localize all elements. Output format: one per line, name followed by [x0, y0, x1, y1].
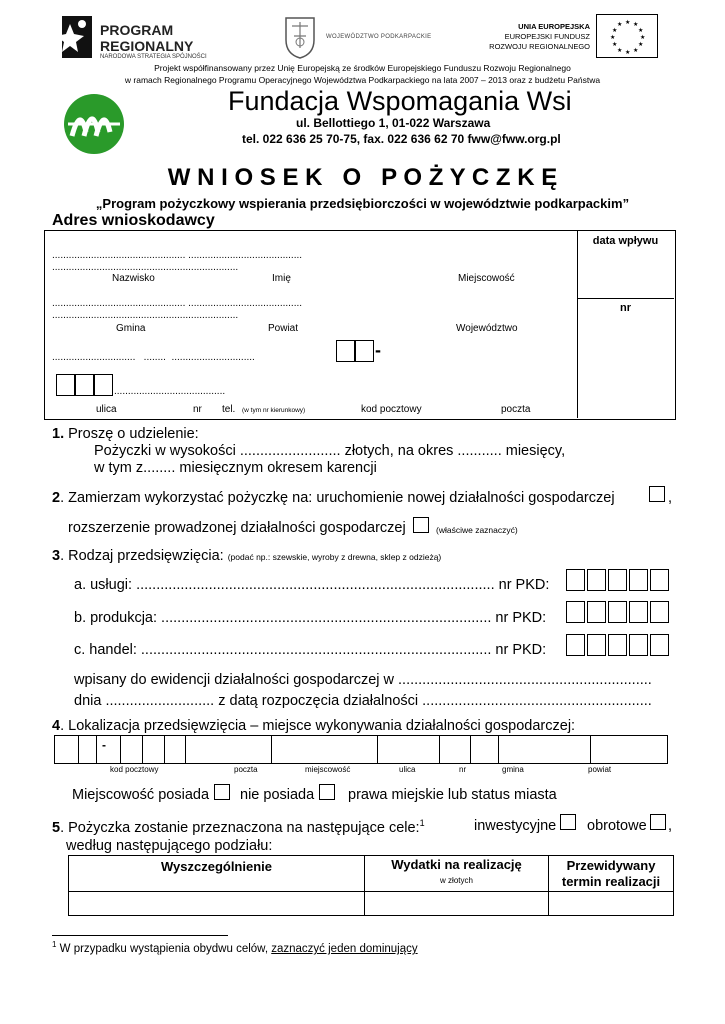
location-cell-divider-5 — [164, 735, 165, 763]
s3-num: 3 — [52, 548, 61, 564]
checkbox-current[interactable] — [650, 814, 666, 830]
label-nazwisko: Nazwisko — [112, 273, 155, 284]
s2-line1-text: . Zamierzam wykorzystać pożyczkę na: uruchomienie nowej działalności gospodarczej — [60, 490, 615, 506]
program-sub: NARODOWA STRATEGIA SPÓJNOŚCI — [100, 54, 207, 60]
checkbox-no-city-rights[interactable] — [319, 784, 335, 800]
s1-num: 1. — [52, 426, 65, 442]
col3-label-a: Przewidywany — [566, 858, 656, 873]
s4-dash: - — [102, 738, 106, 752]
s3-note: (podać np.: szewskie, wyroby z drewna, sklep z odzieżą) — [227, 552, 442, 562]
svg-text:★: ★ — [612, 27, 618, 34]
pkd-box-1-1[interactable] — [566, 569, 585, 591]
pkd-box-1-5[interactable] — [650, 569, 669, 591]
expense-table — [68, 855, 674, 916]
expense-cell-3[interactable] — [549, 892, 674, 916]
footnote-rule — [52, 935, 228, 936]
loc-label-miejscowosc: miejscowość — [305, 765, 351, 774]
location-cell-divider-12 — [590, 735, 591, 763]
star-figure-icon — [52, 14, 94, 60]
row2-dots-a: ................................................ ......................................... — [52, 298, 303, 309]
svg-text:★: ★ — [617, 21, 623, 28]
s3-item-c: c. handel: ....................................................................................... nr PKD: — [74, 642, 547, 658]
row1-dots-b: ................................................................... — [52, 262, 239, 273]
checkbox-has-city-rights[interactable] — [214, 784, 230, 800]
postal-code-box-1[interactable] — [336, 340, 355, 362]
s1-line1 — [52, 426, 199, 442]
svg-text:★: ★ — [625, 49, 631, 56]
label-gmina: Gmina — [116, 323, 146, 334]
location-cell-divider-6 — [185, 735, 186, 763]
checkbox-investment[interactable] — [560, 814, 576, 830]
footnote-text: W przypadku wystąpienia obydwu celów, — [56, 942, 272, 955]
form-title: W N I O S E K O P O Ż Y C Z K Ę — [167, 164, 558, 191]
pkd-box-1-4[interactable] — [629, 569, 648, 591]
row2-dots-b: ................................................................... — [52, 310, 239, 321]
s3-registry-line1: wpisany do ewidencji działalności gospodarczej w ............................................................... — [74, 672, 652, 688]
pkd-box-3-5[interactable] — [650, 634, 669, 656]
s3-item-b: b. produkcja: .................................................................................. nr PKD: — [74, 610, 547, 626]
loc-label-nr: nr — [459, 765, 467, 774]
pkd-box-3-2[interactable] — [587, 634, 606, 656]
loc-label-gmina: gmina — [502, 765, 524, 774]
pkd-box-3-1[interactable] — [566, 634, 585, 656]
s1-line3: w tym z........ miesięcznym okresem karencji — [94, 460, 377, 476]
pkd-box-3-3[interactable] — [608, 634, 627, 656]
eu-flag-icon — [596, 14, 658, 58]
pkd-box-1-2[interactable] — [587, 569, 606, 591]
label-imie: Imię — [272, 273, 291, 284]
footnote-underlined: zaznaczyć jeden dominujący — [271, 942, 418, 955]
pkd-box-2-3[interactable] — [608, 601, 627, 623]
label-tel: tel. — [222, 404, 236, 415]
expense-col-header-2 — [365, 856, 549, 892]
eu-line3: ROZWOJU REGIONALNEGO — [489, 42, 590, 51]
col2-label: Wydatki na realizację — [391, 857, 522, 872]
loc-label-powiat: powiat — [588, 765, 612, 774]
postal-dash: - — [375, 340, 381, 360]
svg-text:★: ★ — [633, 21, 639, 28]
location-cell-divider-2 — [96, 735, 97, 763]
wojewodztwo-label: WOJEWÓDZTWO PODKARPACKIE — [326, 34, 432, 40]
wojewodztwo-logo — [282, 14, 442, 60]
s4-heading-text: . Lokalizacja przedsięwzięcia – miejsce wykonywania działalności gospodarczej: — [60, 718, 576, 734]
s4-num: 4 — [52, 718, 61, 734]
svg-text:★: ★ — [638, 27, 644, 34]
expense-col-header-3 — [549, 856, 674, 892]
s2-num: 2 — [52, 490, 61, 506]
s5-comma: , — [668, 818, 673, 834]
date-received-label: data wpływu — [592, 235, 659, 247]
checkbox-new-business[interactable] — [649, 486, 665, 502]
pkd-box-2-5[interactable] — [650, 601, 669, 623]
location-cell-divider-11 — [498, 735, 499, 763]
s2-line2: rozszerzenie prowadzonej działalności gospodarczej — [68, 520, 406, 536]
checkbox-expand-business[interactable] — [413, 517, 429, 533]
s4-rights-a: Miejscowość posiada — [72, 787, 210, 803]
loc-label-poczta: poczta — [234, 765, 258, 774]
s4-rights-c: prawa miejskie lub status miasta — [348, 787, 557, 803]
loc-label-ulica: ulica — [399, 765, 416, 774]
postal-code-box-5[interactable] — [94, 374, 113, 396]
foundation-name: Fundacja Wspomagania Wsi — [228, 86, 572, 116]
svg-text:★: ★ — [625, 19, 631, 26]
location-cell-divider-10 — [470, 735, 471, 763]
s2-note: (właściwe zaznaczyć) — [436, 525, 518, 535]
col2-sub: w złotych — [440, 876, 473, 885]
expense-cell-2[interactable] — [365, 892, 549, 916]
footnote — [52, 940, 418, 955]
postal-code-box-2[interactable] — [355, 340, 374, 362]
s3-item-a: a. usługi: ......................................................................................... nr PKD: — [74, 577, 550, 593]
label-miejscowosc: Miejscowość — [458, 273, 515, 284]
col1-label: Wyszczególnienie — [160, 859, 272, 874]
s1-line1-text: Proszę o udzielenie: — [68, 426, 199, 442]
svg-text:★: ★ — [638, 41, 644, 48]
postal-code-box-4[interactable] — [75, 374, 94, 396]
label-powiat: Powiat — [268, 323, 299, 334]
svg-text:★: ★ — [612, 41, 618, 48]
location-cell-divider-7 — [271, 735, 272, 763]
postal-code-box-3[interactable] — [56, 374, 75, 396]
location-cell-divider-4 — [142, 735, 143, 763]
s5-sup: 1 — [419, 818, 425, 828]
pkd-box-2-2[interactable] — [587, 601, 606, 623]
svg-text:★: ★ — [610, 34, 616, 41]
foundation-address: ul. Bellottiego 1, 01-022 Warszawa — [296, 116, 491, 130]
s2-comma: , — [668, 490, 673, 506]
row4-dots: ........................................ — [114, 386, 226, 397]
svg-text:★: ★ — [617, 47, 623, 54]
label-tel-note: (w tym nr kierunkowy) — [242, 407, 306, 414]
location-cell-divider-3 — [120, 735, 121, 763]
expense-cell-1[interactable] — [69, 892, 365, 916]
nr-label: nr — [620, 302, 631, 314]
location-cell-divider-9 — [439, 735, 440, 763]
table-row — [69, 892, 674, 916]
coat-of-arms-icon — [282, 14, 318, 60]
s5-num: 5 — [52, 819, 61, 836]
label-ulica: ulica — [96, 404, 117, 415]
pkd-box-2-4[interactable] — [629, 601, 648, 623]
label-wojewodztwo: Województwo — [456, 323, 518, 334]
program-regionalny-logo — [52, 14, 232, 62]
eu-line2: EUROPEJSKI FUNDUSZ — [504, 32, 590, 41]
svg-text:★: ★ — [633, 47, 639, 54]
row3-dots: .............................. ........ .............................. — [52, 352, 255, 363]
label-nr: nr — [193, 404, 202, 415]
s3-registry-line2: dnia ........................... z datą rozpoczęcia działalności ......................................................... — [74, 693, 652, 709]
program-line2: REGIONALNY — [100, 38, 194, 54]
location-row — [54, 735, 668, 764]
s5-line2: według następującego podziału: — [66, 838, 273, 854]
eu-line1: UNIA EUROPEJSKA — [518, 22, 590, 31]
col3-label-b: termin realizacji — [561, 874, 661, 889]
form-subtitle: „Program pożyczkowy wspierania przedsiębiorczości w województwie podkarpackim” — [95, 196, 630, 211]
address-heading: Adres wnioskodawcy — [52, 212, 215, 229]
s1-line2: Pożyczki w wysokości ......................... złotych, na okres ........... miesięcy, — [94, 443, 566, 459]
s4-rights-b: nie posiada — [240, 787, 315, 803]
s5-current-label: obrotowe — [587, 818, 647, 834]
cofinance-line2: w ramach Regionalnego Programu Operacyjnego Województwa Podkarpackiego na lata 2007 – 2013 oraz z budżetu Państwa — [124, 75, 601, 85]
label-kod-pocztowy: kod pocztowy — [361, 404, 422, 415]
expense-col-header-1 — [69, 856, 365, 892]
office-divider — [577, 298, 674, 299]
fww-logo-icon — [62, 92, 126, 156]
program-line1: PROGRAM — [100, 22, 174, 38]
location-cell-divider-1 — [78, 735, 79, 763]
s3-heading — [52, 548, 441, 564]
s5-line1 — [52, 818, 425, 836]
s5-line1-text: . Pożyczka zostanie przeznaczona na następujące cele: — [60, 819, 420, 836]
s2-line1 — [52, 490, 615, 506]
pkd-box-2-1[interactable] — [566, 601, 585, 623]
pkd-box-3-4[interactable] — [629, 634, 648, 656]
svg-text:★: ★ — [640, 34, 646, 41]
location-cell-divider-8 — [377, 735, 378, 763]
cofinance-line1: Projekt współfinansowany przez Unię Europejską ze środków Europejskiego Funduszu Rozwoju Regionalnego — [154, 63, 571, 73]
footnote-sup: 1 — [52, 940, 57, 949]
row1-dots-a: ................................................ ......................................... — [52, 250, 303, 261]
s3-heading-text: . Rodzaj przedsięwzięcia: — [60, 548, 224, 564]
loc-label-kod: kod pocztowy — [110, 765, 159, 774]
eu-logo — [478, 14, 658, 60]
s5-invest-label: inwestycyjne — [474, 818, 557, 834]
office-column — [577, 230, 675, 418]
foundation-contact: tel. 022 636 25 70-75, fax. 022 636 62 70 fww@fww.org.pl — [242, 132, 561, 146]
pkd-box-1-3[interactable] — [608, 569, 627, 591]
s4-heading — [52, 718, 575, 734]
label-poczta: poczta — [501, 404, 531, 415]
